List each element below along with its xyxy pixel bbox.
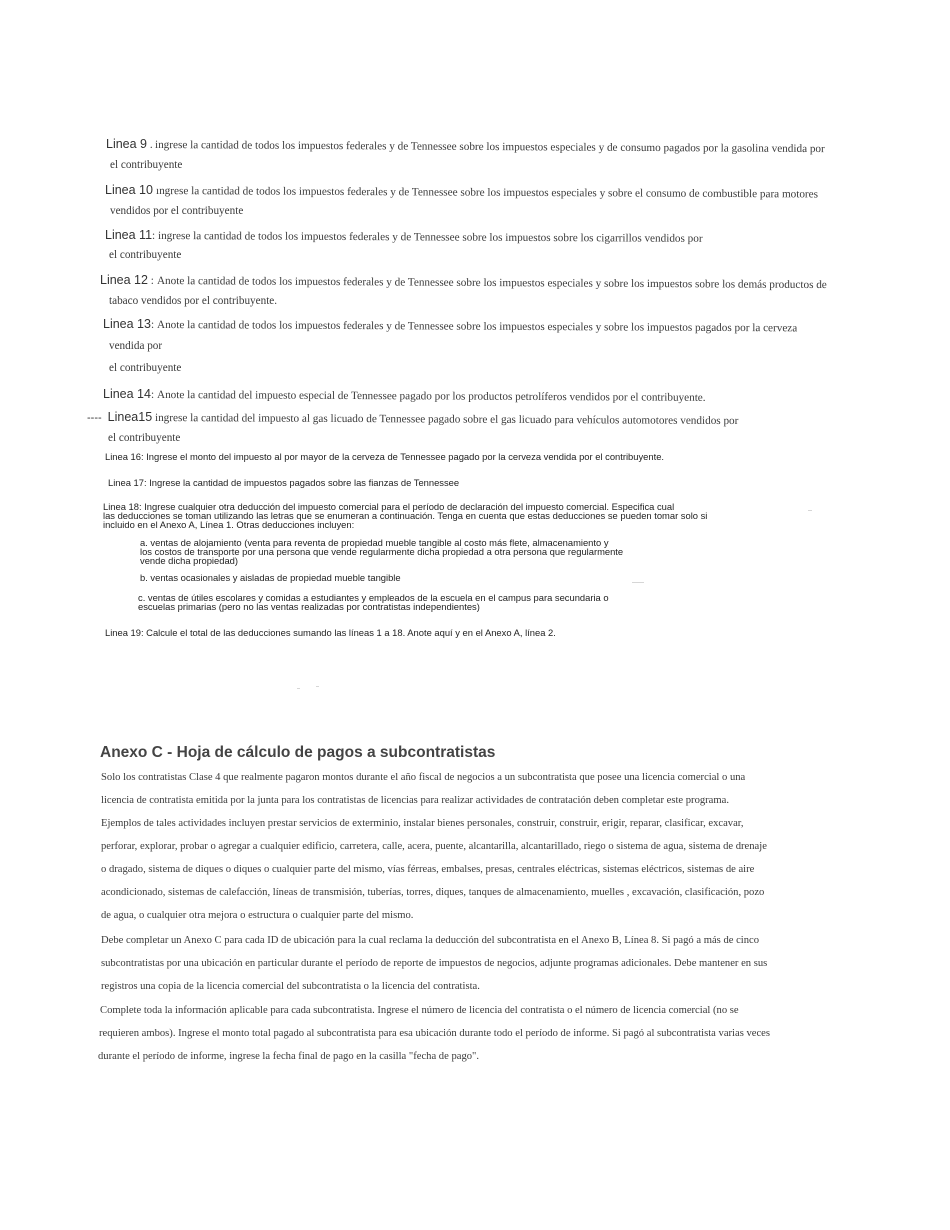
line-14-sep: :: [150, 389, 157, 401]
line-13-text: Anote la cantidad de todos los impuestos federales y de Tennessee sobre los impuestos especiales y sobre los impuestos pagados por la cerveza: [156, 319, 798, 335]
scan-speck: [808, 510, 812, 511]
line-11-cont: el contribuyente: [109, 249, 182, 261]
line-13-cont-2: el contribuyente: [109, 362, 182, 374]
line-9-cont: el contribuyente: [110, 159, 183, 171]
line-18-item-b: b. ventas ocasionales y aisladas de propiedad mueble tangible: [140, 572, 401, 583]
line-15-dash-marker: ----: [87, 412, 102, 424]
line-18-text-3: incluido en el Anexo A, Línea 1. Otras deducciones incluyen:: [103, 519, 355, 530]
line-10-cont: vendidos por el contribuyente: [110, 205, 244, 217]
line-18-text-1: Linea 18: Ingrese cualquier otra deducción del impuesto comercial para el período de declaración del impuesto comercial. Especifica cual: [103, 501, 675, 512]
line-16: Linea 16: Ingrese el monto del impuesto al por mayor de la cerveza de Tennessee pagado por la cerveza vendida por el contribuyente.: [105, 451, 665, 462]
line-18-item-c-1: c. ventas de útiles escolares y comidas a estudiantes y empleados de la escuela en el campus para secundaria o: [138, 592, 609, 603]
anexo-c-p1-line: Solo los contratistas Clase 4 que realmente pagaron montos durante el año fiscal de negocios a un subcontratista que posee una licencia comercial o una: [101, 772, 746, 783]
line-12-text: Anote la cantidad de todos los impuestos federales y de Tennessee sobre los impuestos especiales y sobre los impuestos sobre los demás productos de: [156, 275, 827, 292]
line-14-label: Linea 14: [103, 387, 151, 401]
line-10-label: Linea 10: [105, 183, 153, 197]
scan-speck: [316, 686, 319, 687]
line-11-text: ingrese la cantidad de todos los impuestos federales y de Tennessee sobre los impuestos sobre los cigarrillos vendidos por: [157, 230, 703, 245]
line-15-text: ingrese la cantidad del impuesto al gas licuado de Tennessee pagado sobre el gas licuado para vehículos automotores vendidos por: [154, 412, 739, 428]
line-13-cont-1: vendida por: [109, 340, 163, 352]
anexo-c-p2-line: registros una copia de la licencia comercial del subcontratista o la licencia del contratista.: [101, 981, 480, 992]
anexo-c-p1-line: perforar, explorar, probar o agregar a cualquier edificio, carretera, calle, acera, puente, alcantarilla, alcantarillado, riego o sistema de agua, sistema de drenaje: [101, 841, 767, 852]
line-11-label: Linea 1: [105, 228, 146, 242]
line-9-label: Linea 9: [106, 137, 148, 151]
anexo-c-p2-line: Debe completar un Anexo C para cada ID de ubicación para la cual reclama la deducción del subcontratista en el Anexo B, Línea 8. Si pagó a más de cinco: [101, 935, 760, 946]
line-15-cont: el contribuyente: [108, 432, 181, 444]
line-12-cont: tabaco vendidos por el contribuyente.: [109, 295, 278, 307]
line-18-item-a-3: vende dicha propiedad): [140, 555, 238, 566]
line-17: Linea 17: Ingrese la cantidad de impuestos pagados sobre las fianzas de Tennessee: [108, 477, 460, 488]
line-15-label-extra: 15: [138, 410, 153, 424]
line-13-sep: :: [150, 319, 157, 331]
line-18-text-2: las deducciones se toman utilizando las letras que se enumeran a continuación. Tenga en cuenta que estas deducciones se pueden tomar solo si: [103, 510, 708, 521]
line-18-item-a-1: a. ventas de alojamiento (venta para reventa de propiedad mueble tangible al costo más flete, almacenamiento y: [140, 537, 609, 548]
anexo-c-p2-line: subcontratistas por una ubicación en particular durante el período de reporte de impuestos de negocios, adjunte programas adicionales. Debe mantener en sus: [101, 958, 768, 969]
anexo-c-p1-line: o dragado, sistema de diques o diques o cualquier parte del mismo, vías férreas, embalses, presas, centrales eléctricas, sistemas eléctricos, sistemas de aire: [101, 864, 755, 875]
line-9-text: ingrese la cantidad de todos los impuestos federales y de Tennessee sobre los impuestos especiales y de consumo pagados por la gasolina vendida por: [155, 139, 826, 156]
scan-speck: [297, 688, 300, 689]
anexo-c-p3-line: Complete toda la información aplicable para cada subcontratista. Ingrese el número de licencia del contratista o el número de licencia comercial (no se: [100, 1005, 739, 1016]
line-11-sep: :: [152, 230, 158, 242]
line-15-label: Linea: [107, 410, 139, 424]
anexo-c-title: Anexo C - Hoja de cálculo de pagos a subcontratistas: [100, 744, 496, 761]
scan-speck: [632, 582, 644, 583]
line-18-item-a-2: los costos de transporte por una persona que vende regularmente dicha propiedad a otra persona que regularmente: [140, 546, 624, 557]
line-12-label: Linea 12: [100, 273, 148, 287]
line-9-sep: .: [147, 139, 156, 151]
line-19: Linea 19: Calcule el total de las deducciones sumando las líneas 1 a 18. Anote aquí y en el Anexo A, línea 2.: [105, 627, 556, 638]
anexo-c-p3-line: requieren ambos). Ingrese el monto total pagado al subcontratista para esa ubicación durante todo el período de informe. Si pagó al subcontratista varias veces: [99, 1028, 771, 1039]
anexo-c-p1-line: acondicionado, sistemas de calefacción, líneas de transmisión, tuberías, torres, diques, tanques de almacenamiento, muelles , excavación, clasificación, pozo: [101, 887, 765, 898]
line-11-label-extra: 1: [145, 228, 153, 242]
line-10-text: ıngrese la cantidad de todos los impuestos federales y de Tennessee sobre los impuestos especiales y sobre el consumo de combustible para motores: [155, 185, 818, 201]
anexo-c-p1-line: de agua, o cualquier otra mejora o estructura o cualquier parte del mismo.: [101, 910, 414, 921]
anexo-c-p1-line: Ejemplos de tales actividades incluyen prestar servicios de exterminio, instalar bienes personales, construir, construir, erigir, reparar, clasificar, excavar,: [101, 818, 744, 829]
line-14-text: Anote la cantidad del impuesto especial de Tennessee pagado por los productos petrolíferos vendidos por el contribuyente.: [156, 389, 706, 404]
line-18-item-c-2: escuelas primarias (pero no las ventas realizadas por contratistas independientes): [138, 601, 480, 612]
line-12-sep: :: [147, 275, 157, 287]
anexo-c-p1-line: licencia de contratista emitida por la junta para los contratistas de licencias para realizar actividades de contratación deben completar este programa.: [101, 795, 729, 806]
line-13-label: Linea 13: [103, 317, 151, 331]
anexo-c-p3-line: durante el período de informe, ingrese la fecha final de pago en la casilla "fecha de pago".: [98, 1051, 480, 1062]
